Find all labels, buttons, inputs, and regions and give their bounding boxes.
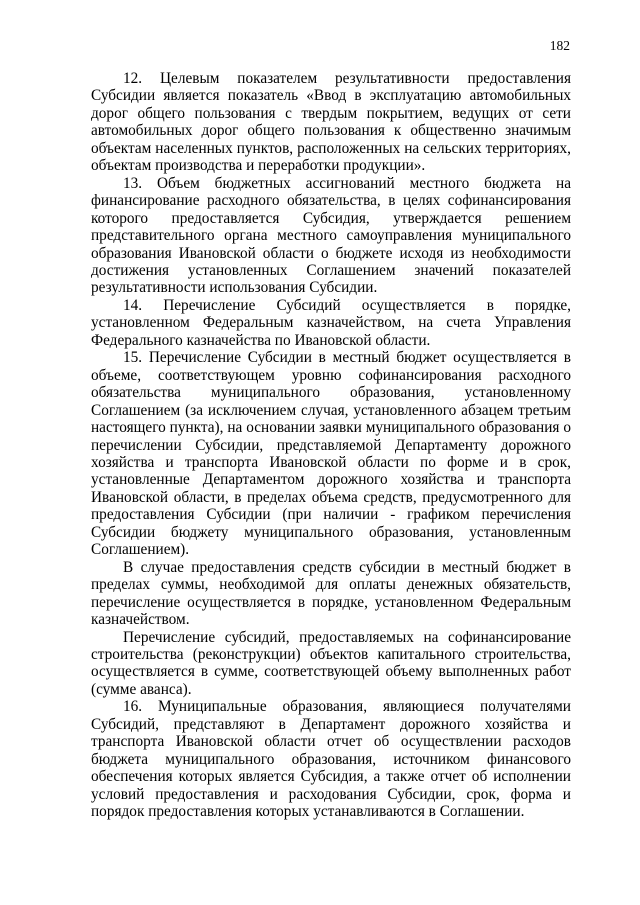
paragraph-14: 14. Перечисление Субсидий осуществляется в порядке, установленном Федеральным казначейством, на счета Управления Федерального казначейства по Ивановской области. xyxy=(91,296,571,349)
paragraph-16: 16. Муниципальные образования, являющиеся получателями Субсидий, представляют в Департамент дорожного хозяйства и транспорта Ивановской области отчет об осуществлении расходов бюджета муниципального образования, источником финансового обеспечения которых является Субсидия, а также отчет об исполнении условий предоставления и расходования Субсидии, срок, форма и порядок предоставления которых устанавливаются в Соглашении. xyxy=(91,698,571,821)
paragraph-15: 15. Перечисление Субсидии в местный бюджет осуществляется в объеме, соответствующем уровню софинансирования расходного обязательства муниципального образования, установленному Соглашением (за исключением случая, установленного абзацем третьим настоящего пункта), на основании заявки муниципального образования о перечислении Субсидии, представляемой Департаменту дорожного хозяйства и транспорта Ивановской области по форме и в срок, установленные Департаментом дорожного хозяйства и транспорта Ивановской области, в пределах объема средств, предусмотренного для предоставления Субсидии (при наличии - графиком перечисления Субсидии бюджету муниципального образования, установленным Соглашением). xyxy=(91,349,571,559)
document-body xyxy=(91,70,571,820)
paragraph-15-capital-construction: Перечисление субсидий, предоставляемых на софинансирование строительства (реконструкции) объектов капитального строительства, осуществляется в сумме, соответствующей объему выполненных работ (сумме аванса). xyxy=(91,628,571,698)
page-number: 182 xyxy=(549,38,570,53)
paragraph-13: 13. Объем бюджетных ассигнований местного бюджета на финансирование расходного обязательства, в целях софинансирования которого предоставляется Субсидия, утверждается решением представительного органа местного самоуправления муниципального образования Ивановской области о бюджете исходя из необходимости достижения установленных Соглашением значений показателей результативности использования Субсидии. xyxy=(91,174,571,297)
paragraph-15-advance-case: В случае предоставления средств субсидии в местный бюджет в пределах суммы, необходимой для оплаты денежных обязательств, перечисление осуществляется в порядке, установленном Федеральным казначейством. xyxy=(91,558,571,629)
paragraph-12: 12. Целевым показателем результативности предоставления Субсидии является показатель «Ввод в эксплуатацию автомобильных дорог общего пользования с твердым покрытием, ведущих от сети автомобильных дорог общего пользования к общественно значимым объектам населенных пунктов, расположенных на сельских территориях, объектам производства и переработки продукции». xyxy=(91,70,571,175)
